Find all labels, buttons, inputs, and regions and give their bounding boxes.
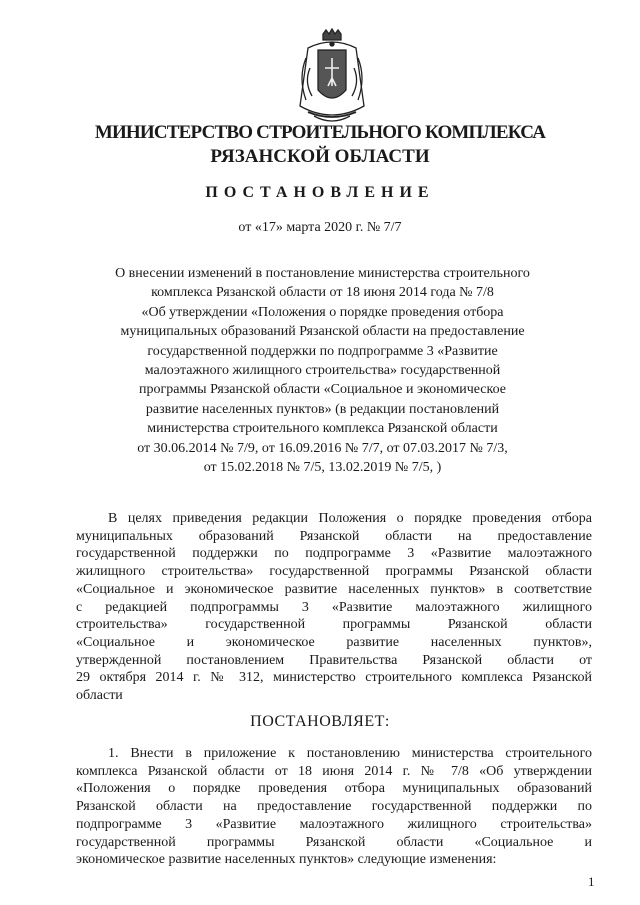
preamble-line: муниципальных образований Рязанской области на предоставление — [76, 528, 592, 544]
preamble-line: строительства» государственной программы Рязанской области — [76, 617, 592, 633]
document-type-title: ПОСТАНОВЛЕНИЕ — [205, 184, 435, 201]
preamble-line: В целях приведения редакции Положения о порядке проведения отбора — [108, 511, 592, 526]
resolve-heading: ПОСТАНОВЛЯЕТ: — [250, 713, 390, 730]
subject-line: малоэтажного жилищного строительства» государственной — [144, 363, 501, 379]
item-1-line: «Положения о порядке проведения отбора муниципальных образований — [76, 781, 592, 797]
subject-line: развитие населенных пунктов» (в редакции постановлений — [145, 401, 500, 417]
item-1-line: Рязанской области на предоставление государственной поддержки по — [76, 799, 592, 815]
subject-line: министерства строительного комплекса Рязанской области — [147, 421, 498, 437]
item-1-line: государственной программы Рязанской области «Социальное и — [76, 834, 592, 850]
item-1-paragraph — [76, 745, 592, 869]
subject-line: комплекса Рязанской области от 18 июня 2014 года № 7/8 — [151, 285, 494, 301]
preamble-line: области — [76, 688, 123, 704]
coat-of-arms-icon — [290, 28, 374, 128]
subject-line: от 15.02.2018 № 7/5, 13.02.2019 № 7/5, ) — [203, 460, 442, 476]
subject-line: О внесении изменений в постановление министерства строительного — [115, 266, 530, 281]
item-1-line: экономическое развитие населенных пунктов» следующие изменения: — [76, 852, 497, 868]
preamble-line: 29 октября 2014 г. № 312, министерство строительного комплекса Рязанской — [76, 670, 592, 686]
preamble-line: государственной поддержки по подпрограмме 3 «Развитие малоэтажного — [76, 546, 592, 562]
subject-line: от 30.06.2014 № 7/9, от 16.09.2016 № 7/7, от 07.03.2017 № 7/3, — [137, 440, 508, 456]
ministry-name-line1: МИНИСТЕРСТВО СТРОИТЕЛЬНОГО КОМПЛЕКСА — [94, 122, 546, 143]
subject-line: государственной поддержки по подпрограмме 3 «Развитие — [147, 343, 498, 359]
preamble-line: с редакцией подпрограммы 3 «Развитие малоэтажного жилищного — [76, 599, 592, 615]
item-1-line: комплекса Рязанской области от 18 июня 2014 г. № 7/8 «Об утверждении — [76, 763, 592, 779]
preamble-line: жилищного строительства» государственной программы Рязанской области — [76, 564, 592, 580]
subject-line: «Об утверждении «Положения о порядке проведения отбора — [141, 304, 504, 320]
item-1-line: подпрограмме 3 «Развитие малоэтажного жилищного строительства» — [76, 816, 592, 832]
subject-line: муниципальных образований Рязанской области на предоставление — [120, 324, 525, 340]
page-number: 1 — [588, 874, 595, 889]
document-subject — [95, 264, 550, 477]
preamble-line: «Социальное и экономическое развитие населенных пунктов» в соответствие — [76, 581, 592, 597]
preamble-paragraph — [76, 510, 592, 705]
ministry-name-line2: РЯЗАНСКОЙ ОБЛАСТИ — [210, 146, 430, 167]
preamble-line: утвержденной постановлением Правительства Рязанской области от — [76, 652, 592, 668]
preamble-line: «Социальное и экономическое развитие населенных пунктов», — [76, 634, 592, 650]
item-1-line: 1. Внести в приложение к постановлению министерства строительного — [108, 746, 592, 761]
subject-line: программы Рязанской области «Социальное и экономическое — [139, 382, 506, 398]
date-and-number: от «17» марта 2020 г. № 7/7 — [238, 220, 402, 235]
